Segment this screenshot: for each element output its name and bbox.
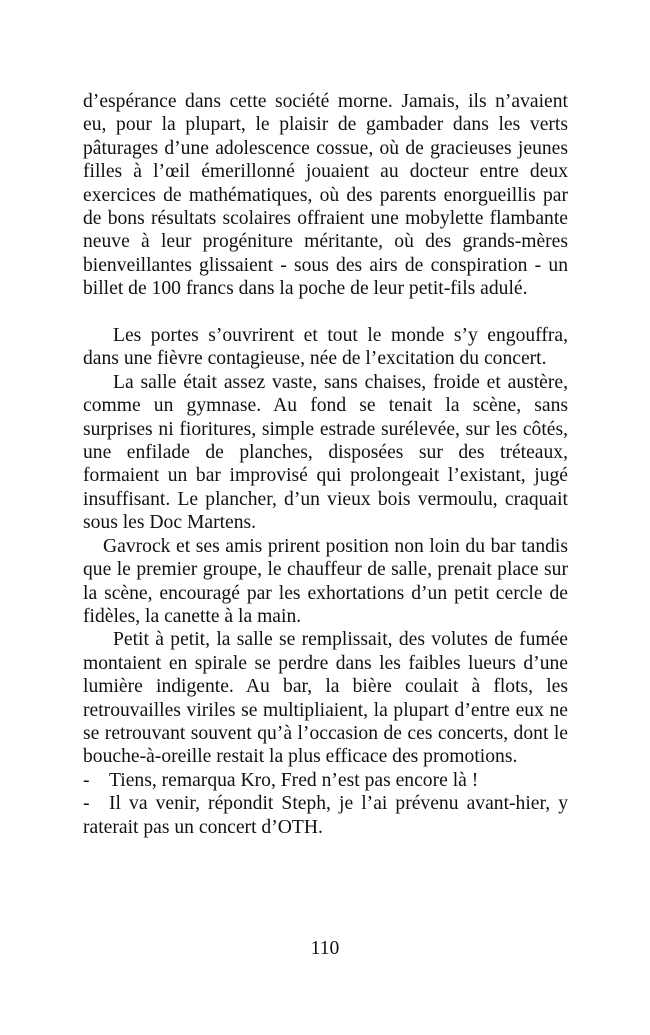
dialogue-dash: - [83, 769, 90, 791]
paragraph-doors-open: Les portes s’ouvrirent et tout le monde s’y engouffra, dans une fièvre contagieuse, née de l’excitation du concert. [83, 325, 568, 370]
paragraph-hall-description: La salle était assez vaste, sans chaises, froide et austère, comme un gymnase. Au fond se tenait la scène, sans surprises ni fioritures, simple estrade surélevée, sur les côtés, une enfilade de planches, disposées sur des tréteaux, formaient un bar improvisé qui prolongeait l’existant, jugé insuffisant. Le plancher, d’un vieux bois vermoulu, craquait sous les Doc Martens. [83, 371, 568, 534]
paragraph-spacer [83, 301, 568, 324]
page-body [83, 90, 568, 839]
paragraph-hall-filling: Petit à petit, la salle se remplissait, des volutes de fumée montaient en spirale se perdre dans les faibles lueurs d’une lumière indigente. Au bar, la bière coulait à flots, les retrouvailles viriles se multipliaient, la plupart d’entre eux ne se retrouvant souvent qu’à l’occasion de ces concerts, dont le bouche-à-oreille restait la plus efficace des promotions. [83, 629, 568, 768]
dialogue-dash: - [83, 793, 90, 815]
dialogue-line-kro [83, 769, 568, 792]
paragraph-continuation: d’espérance dans cette société morne. Jamais, ils n’avaient eu, pour la plupart, le plaisir de gambader dans les verts pâturages d’une adolescence cossue, où de gracieuses jeunes filles à l’œil émerillonné jouaient au docteur entre deux exercices de mathématiques, où des parents enorgueillis par de bons résultats scolaires offraient une mobylette flambante neuve à leur progéniture méritante, où des grands-mères bienveillantes glissaient - sous des airs de conspiration - un billet de 100 francs dans la poche de leur petit-fils adulé. [83, 91, 568, 300]
dialogue-line-steph [83, 792, 568, 839]
dialogue-text: Il va venir, répondit Steph, je l’ai prévenu avant-hier, y raterait pas un concert d’OTH. [83, 793, 568, 838]
paragraph-gavrock: Gavrock et ses amis prirent position non loin du bar tandis que le premier groupe, le chauffeur de salle, prenait place sur la scène, encouragé par les exhortations d’un petit cercle de fidèles, la canette à la main. [83, 535, 568, 627]
page-number: 110 [310, 938, 340, 959]
dialogue-text: Tiens, remarqua Kro, Fred n’est pas encore là ! [109, 769, 479, 791]
